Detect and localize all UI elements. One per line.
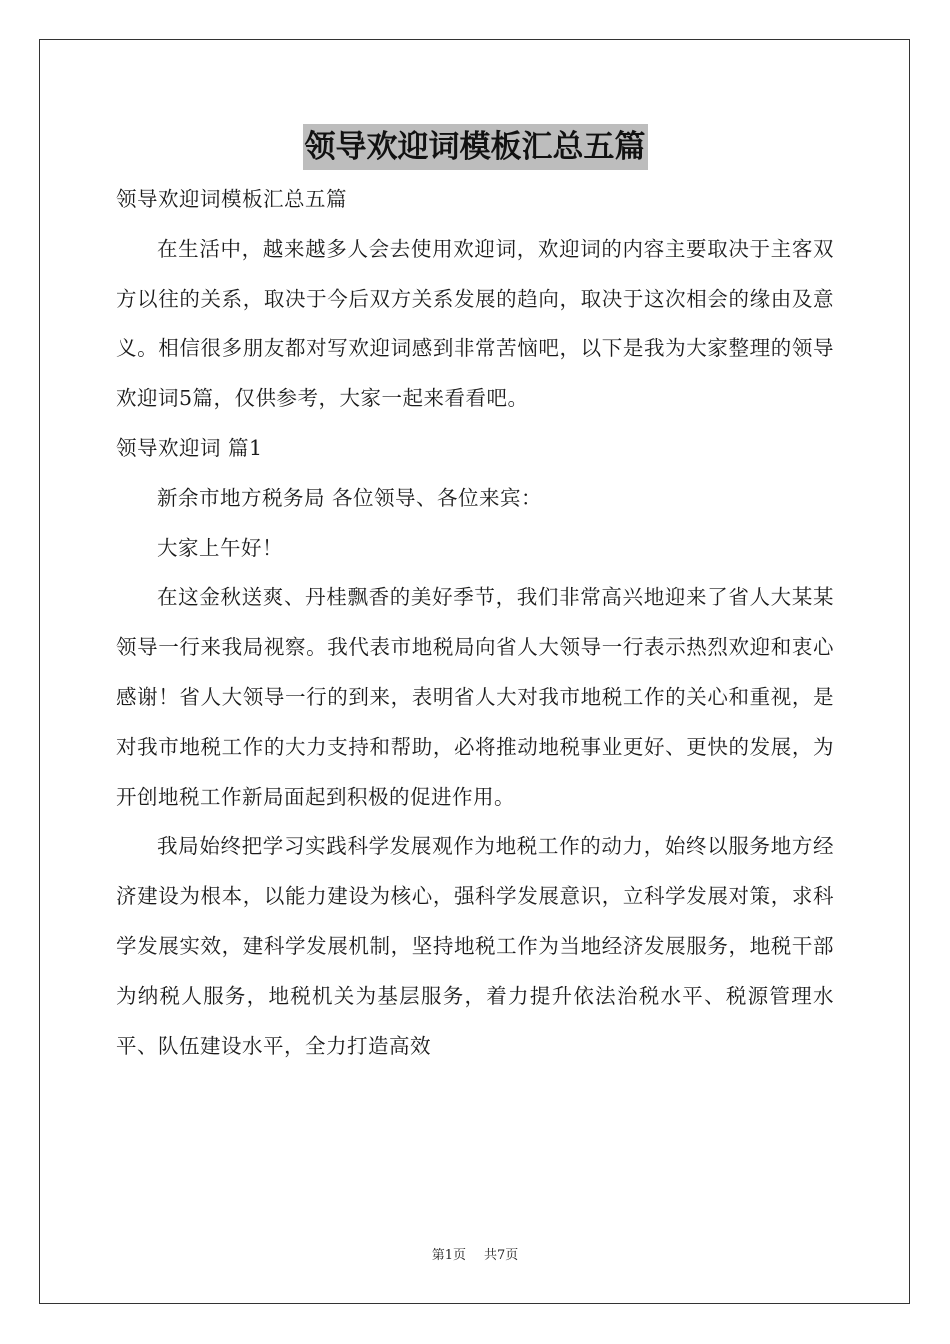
body-paragraph: 我局始终把学习实践科学发展观作为地税工作的动力，始终以服务地方经济建设为根本，以能力建设为核心，强科学发展意识，立科学发展对策，求科学发展实效，建科学发展机制，坚持地税工作为当地经济发展服务，地税干部为纳税人服务，地税机关为基层服务，着力提升依法治税水平、税源管理水平、队伍建设水平，全力打造高效: [116, 834, 834, 1058]
page-total: 共7页: [484, 1248, 519, 1263]
document-body: [116, 175, 834, 1071]
document-title: 领导欢迎词模板汇总五篇: [303, 124, 648, 170]
subtitle-line: 领导欢迎词模板汇总五篇: [116, 187, 347, 211]
greeting-paragraph: 大家上午好！: [157, 535, 283, 560]
salutation-paragraph: 新余市地方税务局 各位领导、各位来宾：: [157, 485, 543, 510]
title-container: [0, 124, 950, 170]
page-number: 第1页: [431, 1248, 466, 1263]
intro-paragraph: 在生活中，越来越多人会去使用欢迎词，欢迎词的内容主要取决于主客双方以往的关系，取决于今后双方关系发展的趋向，取决于这次相会的缘由及意义。相信很多朋友都对写欢迎词感到非常苦恼吧，以下是我为大家整理的领导欢迎词5篇，仅供参考，大家一起来看看吧。: [116, 236, 834, 411]
body-paragraph: 在这金秋送爽、丹桂飘香的美好季节，我们非常高兴地迎来了省人大某某领导一行来我局视察。我代表市地税局向省人大领导一行表示热烈欢迎和衷心感谢！省人大领导一行的到来，表明省人大对我市地税工作的关心和重视，是对我市地税工作的大力支持和帮助，必将推动地税事业更好、更快的发展，为开创地税工作新局面起到积极的促进作用。: [116, 585, 834, 809]
page-footer: [0, 1246, 950, 1266]
section-heading: 领导欢迎词 篇1: [116, 435, 263, 460]
